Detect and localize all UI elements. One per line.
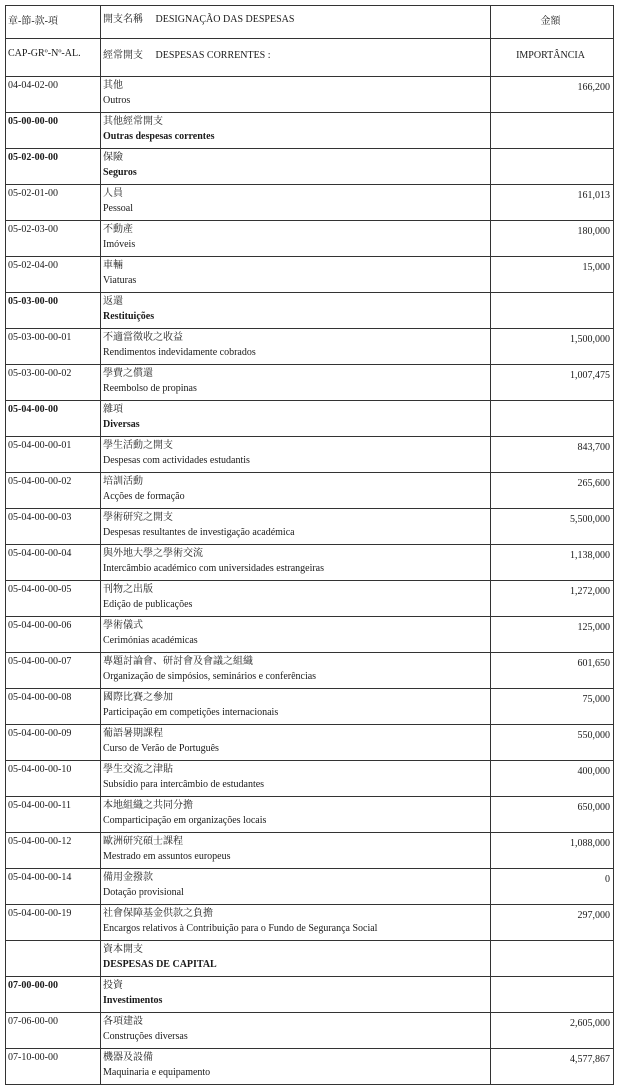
header-amount-zh: 金額 xyxy=(491,6,614,39)
header-desc-pt: DESIGNAÇÃO DAS DESPESAS xyxy=(155,14,295,25)
row-code: 07-10-00-00 xyxy=(6,1049,101,1085)
row-description-pt: Mestrado em assuntos europeus xyxy=(103,851,231,862)
row-description-zh: 國際比賽之參加 xyxy=(103,692,173,703)
row-description-pt: Organização de simpósios, seminários e conferências xyxy=(103,671,317,682)
row-amount: 180,000 xyxy=(491,221,614,257)
row-description-pt: Curso de Verão de Português xyxy=(103,743,219,754)
row-description-zh: 學生交流之津貼 xyxy=(103,764,173,775)
row-description xyxy=(101,257,491,293)
row-description-pt: Reembolso de propinas xyxy=(103,383,197,394)
row-amount: 2,605,000 xyxy=(491,1013,614,1049)
row-description-zh: 雜項 xyxy=(103,404,123,415)
table-row xyxy=(6,1013,614,1049)
row-description-zh: 機器及設備 xyxy=(103,1052,153,1063)
row-description xyxy=(101,365,491,401)
row-description-zh: 社會保障基金供款之負擔 xyxy=(103,908,213,919)
row-description xyxy=(101,509,491,545)
row-description-zh: 學費之償還 xyxy=(103,368,153,379)
row-description-pt: Comparticipação em organizações locais xyxy=(103,815,267,826)
row-description xyxy=(101,293,491,329)
row-description xyxy=(101,761,491,797)
row-amount: 1,007,475 xyxy=(491,365,614,401)
row-code: 05-04-00-00-11 xyxy=(6,797,101,833)
row-description-pt: Despesas resultantes de investigação académica xyxy=(103,527,295,538)
row-description-zh: 投資 xyxy=(103,980,123,991)
row-code: 05-04-00-00-09 xyxy=(6,725,101,761)
row-code: 05-02-00-00 xyxy=(6,149,101,185)
row-code: 05-04-00-00-03 xyxy=(6,509,101,545)
row-description-zh: 葡語暑期課程 xyxy=(103,728,163,739)
row-description-pt: Dotação provisional xyxy=(103,887,184,898)
row-description xyxy=(101,1049,491,1085)
row-amount xyxy=(491,293,614,329)
row-description-zh: 學術研究之開支 xyxy=(103,512,173,523)
row-amount: 1,088,000 xyxy=(491,833,614,869)
table-row xyxy=(6,905,614,941)
row-amount xyxy=(491,113,614,149)
row-description-zh: 保險 xyxy=(103,152,123,163)
row-code: 05-04-00-00-14 xyxy=(6,869,101,905)
header-code-zh: 章-節-款-項 xyxy=(6,6,101,39)
row-description xyxy=(101,545,491,581)
row-amount: 843,700 xyxy=(491,437,614,473)
header-amount-pt: IMPORTÂNCIA xyxy=(491,39,614,77)
table-row xyxy=(6,329,614,365)
row-code: 05-04-00-00-04 xyxy=(6,545,101,581)
row-description xyxy=(101,473,491,509)
row-code: 05-04-00-00-10 xyxy=(6,761,101,797)
table-row xyxy=(6,941,614,977)
table-row xyxy=(6,725,614,761)
row-description xyxy=(101,977,491,1013)
row-description-zh: 其他經常開支 xyxy=(103,116,163,127)
header-sub-zh: 經常開支 xyxy=(103,50,143,61)
header-row-1 xyxy=(6,6,614,39)
row-amount: 1,272,000 xyxy=(491,581,614,617)
row-description xyxy=(101,1013,491,1049)
row-description-zh: 學術儀式 xyxy=(103,620,143,631)
row-amount: 5,500,000 xyxy=(491,509,614,545)
table-row xyxy=(6,473,614,509)
row-description-zh: 人員 xyxy=(103,188,123,199)
row-description xyxy=(101,617,491,653)
row-description-pt: Seguros xyxy=(103,167,137,178)
row-description-zh: 不動產 xyxy=(103,224,133,235)
row-description-pt: Restituições xyxy=(103,311,155,322)
row-code: 05-02-03-00 xyxy=(6,221,101,257)
table-row xyxy=(6,437,614,473)
row-amount xyxy=(491,977,614,1013)
row-description-pt: Outros xyxy=(103,95,131,106)
row-description-zh: 培訓活動 xyxy=(103,476,143,487)
row-description xyxy=(101,329,491,365)
header-desc-zh: 開支名稱 xyxy=(103,14,143,25)
row-description-pt: Despesas com actividades estudantis xyxy=(103,455,250,466)
row-code: 05-03-00-00 xyxy=(6,293,101,329)
row-description xyxy=(101,185,491,221)
row-description-pt: Participação em competições internacionais xyxy=(103,707,279,718)
row-amount: 650,000 xyxy=(491,797,614,833)
row-description-zh: 各項建設 xyxy=(103,1016,143,1027)
row-code: 05-04-00-00 xyxy=(6,401,101,437)
row-amount: 1,500,000 xyxy=(491,329,614,365)
row-code: 05-02-04-00 xyxy=(6,257,101,293)
row-code: 05-03-00-00-01 xyxy=(6,329,101,365)
row-description-zh: 與外地大學之學術交流 xyxy=(103,548,203,559)
budget-document xyxy=(5,5,613,1085)
row-description xyxy=(101,869,491,905)
row-description-pt: Rendimentos indevidamente cobrados xyxy=(103,347,256,358)
table-row xyxy=(6,77,614,113)
row-description-pt: Acções de formação xyxy=(103,491,185,502)
header-code-pt: CAP-GRº-Nº-AL. xyxy=(6,39,101,77)
header-subtitle xyxy=(101,39,491,77)
table-row xyxy=(6,689,614,725)
row-description-zh: 不適當徵收之收益 xyxy=(103,332,183,343)
row-amount xyxy=(491,149,614,185)
row-description xyxy=(101,149,491,185)
table-row xyxy=(6,401,614,437)
row-description xyxy=(101,833,491,869)
row-description-zh: 其他 xyxy=(103,80,123,91)
row-amount: 550,000 xyxy=(491,725,614,761)
row-description xyxy=(101,113,491,149)
table-row xyxy=(6,977,614,1013)
row-amount: 1,138,000 xyxy=(491,545,614,581)
table-row xyxy=(6,545,614,581)
row-amount: 0 xyxy=(491,869,614,905)
table-row xyxy=(6,617,614,653)
row-description xyxy=(101,221,491,257)
row-description-zh: 歐洲研究碩士課程 xyxy=(103,836,183,847)
row-code: 05-03-00-00-02 xyxy=(6,365,101,401)
row-amount: 15,000 xyxy=(491,257,614,293)
row-code: 05-04-00-00-08 xyxy=(6,689,101,725)
header-row-2 xyxy=(6,39,614,77)
table-row xyxy=(6,365,614,401)
row-description xyxy=(101,437,491,473)
table-row xyxy=(6,185,614,221)
row-description-pt: DESPESAS DE CAPITAL xyxy=(103,959,217,970)
row-code: 05-04-00-00-19 xyxy=(6,905,101,941)
table-row xyxy=(6,1049,614,1085)
row-description-pt: Encargos relativos à Contribuição para o Fundo de Segurança Social xyxy=(103,923,378,934)
row-code: 05-04-00-00-07 xyxy=(6,653,101,689)
row-amount xyxy=(491,401,614,437)
row-code: 07-00-00-00 xyxy=(6,977,101,1013)
row-description-zh: 學生活動之開支 xyxy=(103,440,173,451)
table-row xyxy=(6,581,614,617)
header-sub-pt: DESPESAS CORRENTES : xyxy=(155,50,271,61)
row-description-pt: Construções diversas xyxy=(103,1031,188,1042)
row-code: 05-04-00-00-02 xyxy=(6,473,101,509)
row-description-pt: Intercâmbio académico com universidades estrangeiras xyxy=(103,563,325,574)
row-description-zh: 資本開支 xyxy=(103,944,143,955)
row-description-zh: 備用金撥款 xyxy=(103,872,153,883)
row-description xyxy=(101,581,491,617)
row-amount: 75,000 xyxy=(491,689,614,725)
row-amount: 297,000 xyxy=(491,905,614,941)
table-row xyxy=(6,257,614,293)
row-code: 05-04-00-00-06 xyxy=(6,617,101,653)
row-amount: 166,200 xyxy=(491,77,614,113)
expense-table xyxy=(5,5,614,1085)
row-description-zh: 返還 xyxy=(103,296,123,307)
header-description xyxy=(101,6,491,39)
table-row xyxy=(6,653,614,689)
row-description-zh: 車輛 xyxy=(103,260,123,271)
table-row xyxy=(6,869,614,905)
row-amount: 265,600 xyxy=(491,473,614,509)
row-description-pt: Viaturas xyxy=(103,275,137,286)
row-code: 05-04-00-00-01 xyxy=(6,437,101,473)
table-row xyxy=(6,113,614,149)
row-description-pt: Maquinaria e equipamento xyxy=(103,1067,211,1078)
table-row xyxy=(6,833,614,869)
row-amount: 400,000 xyxy=(491,761,614,797)
expense-table-body xyxy=(6,6,614,1085)
row-code: 05-04-00-00-12 xyxy=(6,833,101,869)
row-description-pt: Outras despesas correntes xyxy=(103,131,215,142)
row-description xyxy=(101,653,491,689)
row-description-pt: Edição de publicações xyxy=(103,599,193,610)
row-amount: 125,000 xyxy=(491,617,614,653)
table-row xyxy=(6,797,614,833)
table-row xyxy=(6,149,614,185)
row-description-pt: Diversas xyxy=(103,419,140,430)
row-description xyxy=(101,725,491,761)
row-description-pt: Cerimónias académicas xyxy=(103,635,198,646)
table-row xyxy=(6,221,614,257)
row-description-pt: Subsídio para intercâmbio de estudantes xyxy=(103,779,265,790)
row-description-pt: Investimentos xyxy=(103,995,163,1006)
row-description xyxy=(101,401,491,437)
row-description-pt: Imóveis xyxy=(103,239,136,250)
table-row xyxy=(6,509,614,545)
row-code: 05-04-00-00-05 xyxy=(6,581,101,617)
row-description xyxy=(101,905,491,941)
row-amount: 4,577,867 xyxy=(491,1049,614,1085)
table-row xyxy=(6,761,614,797)
row-description-zh: 刊物之出版 xyxy=(103,584,153,595)
row-description-zh: 專題討論會、研討會及會議之組織 xyxy=(103,656,253,667)
row-description-zh: 本地組織之共同分擔 xyxy=(103,800,193,811)
row-description xyxy=(101,941,491,977)
row-code: 05-00-00-00 xyxy=(6,113,101,149)
row-description xyxy=(101,77,491,113)
row-description xyxy=(101,797,491,833)
row-code: 04-04-02-00 xyxy=(6,77,101,113)
row-code xyxy=(6,941,101,977)
row-code: 05-02-01-00 xyxy=(6,185,101,221)
table-row xyxy=(6,293,614,329)
row-amount: 601,650 xyxy=(491,653,614,689)
row-amount: 161,013 xyxy=(491,185,614,221)
row-description xyxy=(101,689,491,725)
row-code: 07-06-00-00 xyxy=(6,1013,101,1049)
row-description-pt: Pessoal xyxy=(103,203,133,214)
row-amount xyxy=(491,941,614,977)
